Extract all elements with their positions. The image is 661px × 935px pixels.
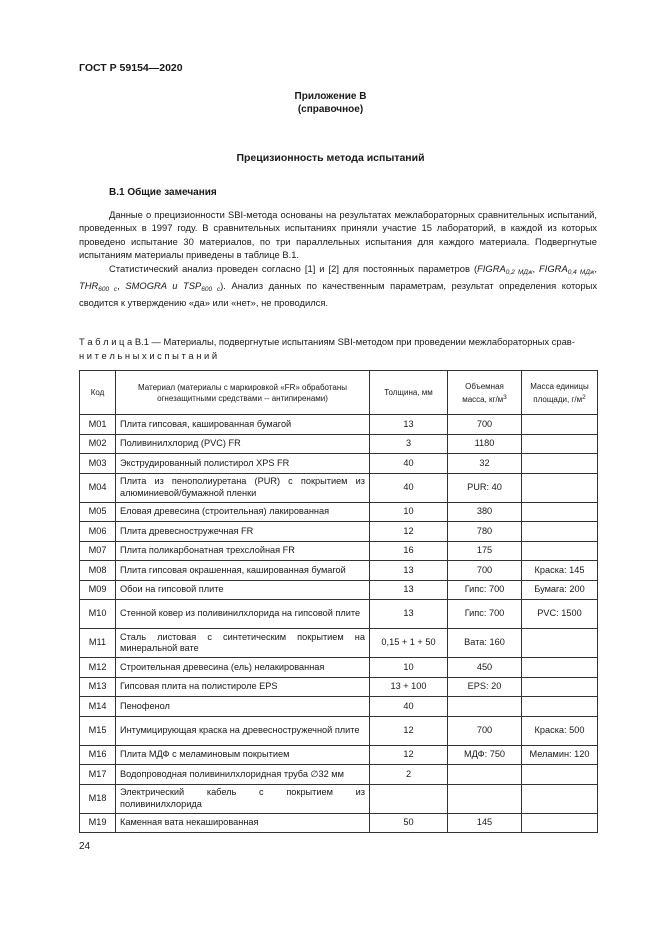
header-material: Материал (материалы с маркировкой «FR» обработаны огнезащитными средствами -- антипиренами) [116, 371, 370, 415]
cell-material: Интумицирующая краска на древесностружечной плите [116, 716, 370, 745]
cell-material: Сталь листовая с синтетическим покрытием на минеральной вате [116, 629, 370, 658]
table-row [80, 415, 598, 435]
cell-material: Плита из пенополиуретана (PUR) с покрытием из алюминиевой/бумажной пленки [116, 473, 370, 502]
cell-mass [522, 629, 598, 658]
table-caption-label: Т а б л и ц а В.1 [79, 336, 149, 347]
cell-thickness: 13 [370, 415, 448, 435]
figra1-sub: 0,2 МДж [505, 268, 533, 276]
table-row [80, 813, 598, 833]
table-row [80, 716, 598, 745]
header-density-sup: 3 [503, 393, 507, 401]
table-row [80, 658, 598, 678]
cell-density: 700 [448, 561, 522, 581]
table-row [80, 745, 598, 765]
page-title: Прецизионность метода испытаний [236, 152, 425, 164]
cell-code: М13 [80, 677, 116, 697]
tsp-sub: 600 с [201, 286, 221, 294]
cell-mass [522, 658, 598, 678]
table-caption-text-2: н и т е л ь н ы х и с п ы т а н и й [79, 350, 218, 361]
cell-thickness: 16 [370, 541, 448, 561]
cell-density: 175 [448, 541, 522, 561]
cell-material: Гипсовая плита на полистироле EPS [116, 677, 370, 697]
cell-code: М04 [80, 473, 116, 502]
cell-mass: PVC: 1500 [522, 600, 598, 629]
table-row [80, 697, 598, 717]
thr: THR [79, 280, 99, 292]
cell-code: М18 [80, 784, 116, 813]
cell-material: Каменная вата некашированная [116, 813, 370, 833]
smogra: SMOGRA [125, 280, 167, 292]
materials-table [79, 370, 598, 833]
cell-density: 700 [448, 716, 522, 745]
header-mass-text: Масса единицы площади, г/м [530, 381, 589, 404]
cell-material: Плита гипсовая окрашенная, кашированная бумагой [116, 561, 370, 581]
body-text [79, 208, 597, 310]
cell-material: Строительная древесина (ель) нелакированная [116, 658, 370, 678]
table-row [80, 473, 598, 502]
cell-density: 700 [448, 415, 522, 435]
p2-start: Статистический анализ проведен согласно [1] и [2] для постоянных параметров ( [109, 262, 478, 274]
param-figra-2 [539, 263, 594, 274]
cell-thickness [370, 784, 448, 813]
figra2: FIGRA [539, 262, 568, 274]
cell-code: М03 [80, 454, 116, 474]
cell-thickness: 12 [370, 716, 448, 745]
header-density-text: Объемная масса, кг/м [462, 381, 504, 404]
sep2: , [594, 262, 598, 274]
table-row [80, 784, 598, 813]
param-thr [79, 280, 118, 294]
cell-thickness: 50 [370, 813, 448, 833]
thr-sub: 600 с [98, 286, 118, 294]
cell-mass: Меламин: 120 [522, 745, 598, 765]
figra1: FIGRA [477, 262, 506, 274]
table-row [80, 600, 598, 629]
cell-code: М17 [80, 765, 116, 785]
cell-density: Вата: 160 [448, 629, 522, 658]
header-code: Код [80, 371, 116, 415]
paragraph-statistical-analysis [79, 262, 597, 310]
cell-mass: Краска: 145 [522, 561, 598, 581]
cell-thickness: 2 [370, 765, 448, 785]
cell-code: М09 [80, 580, 116, 600]
cell-thickness: 0,15 + 1 + 50 [370, 629, 448, 658]
cell-density: 145 [448, 813, 522, 833]
table-caption-text: — Материалы, подвергнутые испытаниям SBI-методом при проведении межлабораторных срав- [148, 336, 575, 347]
cell-code: М11 [80, 629, 116, 658]
table-row [80, 454, 598, 474]
cell-density: 1180 [448, 434, 522, 454]
cell-density: 32 [448, 454, 522, 474]
cell-thickness: 10 [370, 658, 448, 678]
cell-code: М19 [80, 813, 116, 833]
cell-mass [522, 541, 598, 561]
cell-material: Плита древесностружечная FR [116, 522, 370, 542]
cell-thickness: 13 [370, 561, 448, 581]
header-thickness: Толщина, мм [370, 371, 448, 415]
header-mass [522, 371, 598, 415]
table-row [80, 541, 598, 561]
cell-material: Водопроводная поливинилхлоридная труба ∅32 мм [116, 765, 370, 785]
cell-mass [522, 813, 598, 833]
document-header: ГОСТ Р 59154—2020 [79, 62, 183, 74]
param-figra [477, 263, 532, 274]
appendix-title: Приложение В [294, 91, 367, 102]
table-row [80, 629, 598, 658]
table-header-row [80, 371, 598, 415]
cell-material: Стенной ковер из поливинилхлорида на гипсовой плите [116, 600, 370, 629]
cell-mass [522, 677, 598, 697]
cell-mass [522, 454, 598, 474]
table-row [80, 677, 598, 697]
cell-thickness: 40 [370, 454, 448, 474]
p2-end: ). Анализ данных по качественным параметрам, результат определения которых сводится к утверждению «да» или «нет», не проводился. [79, 280, 598, 309]
cell-density: 450 [448, 658, 522, 678]
table-caption [79, 335, 597, 363]
cell-thickness: 12 [370, 745, 448, 765]
cell-density: EPS: 20 [448, 677, 522, 697]
cell-thickness: 40 [370, 697, 448, 717]
cell-mass [522, 784, 598, 813]
cell-material: Еловая древесина (строительная) лакированная [116, 502, 370, 522]
cell-code: М01 [80, 415, 116, 435]
cell-code: М12 [80, 658, 116, 678]
table-row [80, 561, 598, 581]
cell-thickness: 12 [370, 522, 448, 542]
table-row [80, 580, 598, 600]
cell-code: М02 [80, 434, 116, 454]
cell-material: Плита МДФ с меламиновым покрытием [116, 745, 370, 765]
cell-code: М05 [80, 502, 116, 522]
and-word: и [166, 280, 184, 292]
header-density [448, 371, 522, 415]
sep3: , [117, 280, 126, 292]
sep1: , [532, 262, 540, 274]
cell-mass [522, 415, 598, 435]
cell-material: Экструдированный полистирол XPS FR [116, 454, 370, 474]
cell-density [448, 784, 522, 813]
tsp: TSP [183, 280, 202, 292]
materials-table-body [80, 371, 598, 833]
cell-code: М16 [80, 745, 116, 765]
cell-density: 380 [448, 502, 522, 522]
cell-density: 780 [448, 522, 522, 542]
cell-density [448, 697, 522, 717]
cell-code: М10 [80, 600, 116, 629]
cell-mass [522, 502, 598, 522]
cell-mass [522, 522, 598, 542]
param-smogra [125, 280, 221, 294]
cell-density: Гипс: 700 [448, 600, 522, 629]
cell-code: М07 [80, 541, 116, 561]
cell-thickness: 10 [370, 502, 448, 522]
header-mass-sup: 2 [582, 393, 586, 401]
cell-mass [522, 434, 598, 454]
cell-material: Плита гипсовая, кашированная бумагой [116, 415, 370, 435]
cell-code: М06 [80, 522, 116, 542]
cell-code: М14 [80, 697, 116, 717]
table-row [80, 502, 598, 522]
cell-material: Обои на гипсовой плите [116, 580, 370, 600]
page-number: 24 [79, 841, 91, 852]
table-row [80, 522, 598, 542]
cell-thickness: 13 [370, 580, 448, 600]
table-row [80, 765, 598, 785]
paragraph-precision-data: Данные о прецизионности SBI-метода основаны на результатах межлабораторных сравнительных испытаний, проведенных в 1997 году. В сравнительных испытаниях приняли участие 15 лабораторий, в каждой из которых проведено испытание 30 материалов, по три параллельных испытания для каждого материала. Подвергнутые испытаниям материалы приведены в таблице В.1. [79, 209, 597, 261]
appendix-subtitle: (справочное) [297, 104, 364, 115]
cell-thickness: 13 + 100 [370, 677, 448, 697]
figra2-sub: 0,4 МДж [567, 268, 595, 276]
cell-code: М08 [80, 561, 116, 581]
cell-material: Пенофенол [116, 697, 370, 717]
cell-mass: Краска: 500 [522, 716, 598, 745]
cell-density: PUR: 40 [448, 473, 522, 502]
cell-code: М15 [80, 716, 116, 745]
cell-thickness: 3 [370, 434, 448, 454]
cell-mass [522, 473, 598, 502]
table-row [80, 434, 598, 454]
cell-material: Электрический кабель с покрытием из поливинилхлорида [116, 784, 370, 813]
cell-thickness: 40 [370, 473, 448, 502]
cell-density [448, 765, 522, 785]
section-heading: В.1 Общие замечания [109, 187, 217, 198]
cell-mass: Бумага: 200 [522, 580, 598, 600]
cell-material: Поливинилхлорид (PVC) FR [116, 434, 370, 454]
cell-material: Плита поликарбонатная трехслойная FR [116, 541, 370, 561]
cell-density: МДФ: 750 [448, 745, 522, 765]
cell-mass [522, 697, 598, 717]
cell-density: Гипс: 700 [448, 580, 522, 600]
cell-mass [522, 765, 598, 785]
cell-thickness: 13 [370, 600, 448, 629]
